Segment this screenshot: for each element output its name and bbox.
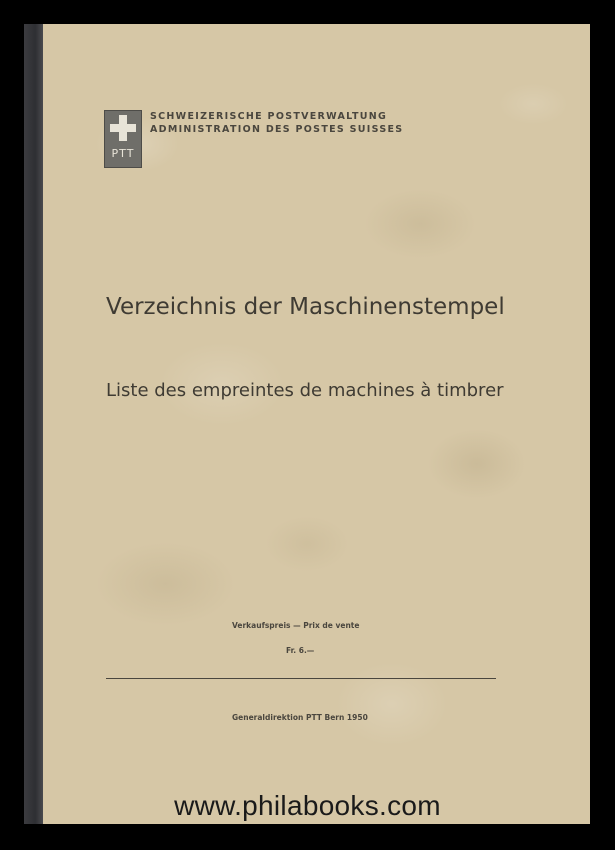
- ptt-logo: [104, 110, 142, 168]
- spine-binding: [24, 24, 43, 824]
- admin-name-german: SCHWEIZERISCHE POSTVERWALTUNG: [150, 111, 388, 122]
- administration-header: [150, 110, 403, 136]
- divider-line: [106, 678, 496, 679]
- price-value: Fr. 6.—: [286, 646, 315, 655]
- logo-text: PTT: [111, 147, 135, 160]
- swiss-cross-bar: [110, 124, 136, 132]
- title-french: Liste des empreintes de machines à timbrer: [106, 380, 504, 401]
- publisher-line: Generaldirektion PTT Bern 1950: [232, 713, 368, 722]
- website-watermark: www.philabooks.com: [174, 790, 441, 821]
- price-label: Verkaufspreis — Prix de vente: [232, 621, 360, 630]
- booklet-cover: [24, 24, 590, 824]
- title-german: Verzeichnis der Maschinenstempel: [106, 294, 505, 320]
- admin-name-french: ADMINISTRATION DES POSTES SUISSES: [150, 124, 404, 135]
